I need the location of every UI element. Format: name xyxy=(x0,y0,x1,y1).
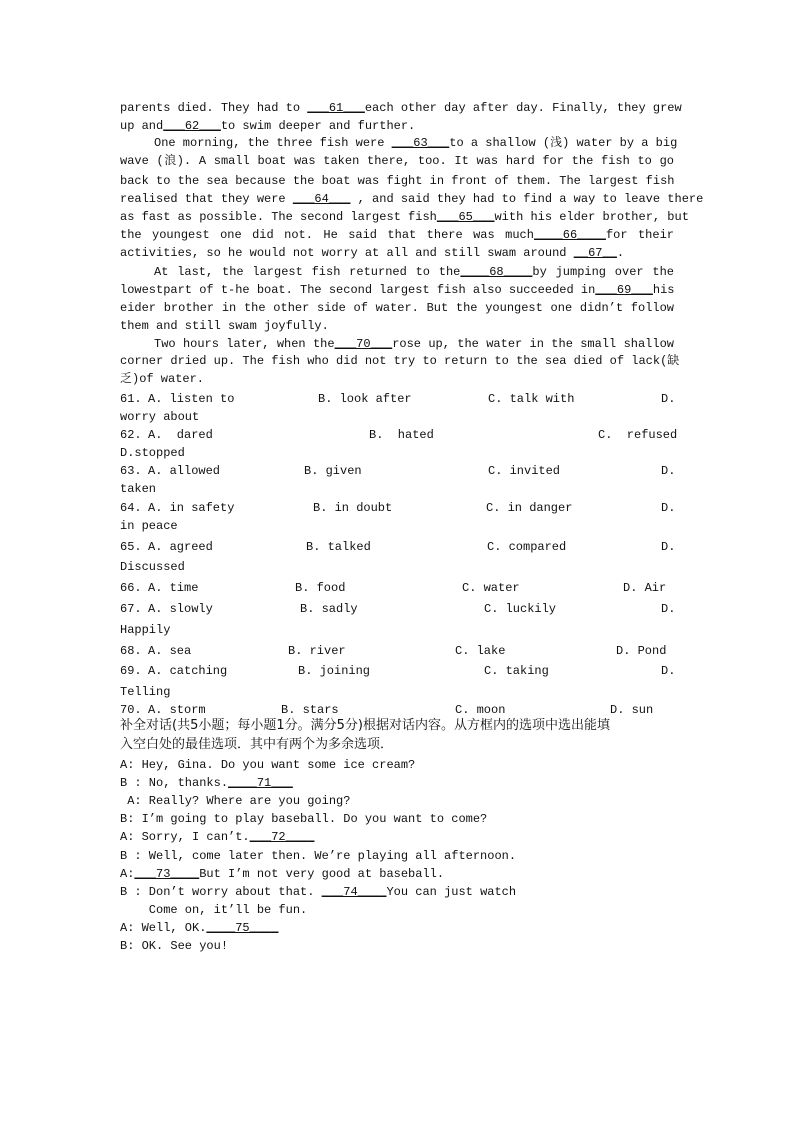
dialogue-line: B : Well, come later then. We’re playing all afternoon. xyxy=(120,849,517,863)
option-c: C. taking xyxy=(484,664,549,678)
question-number: 62. xyxy=(120,428,142,442)
blank-70: ___70___ xyxy=(334,337,393,351)
option-a: A. allowed xyxy=(148,464,221,478)
dialogue-line: B : No, thanks.____71___ xyxy=(120,776,293,790)
passage-line: corner dried up. The fish who did not try to return to the sea died of lack(缺 xyxy=(120,354,680,368)
option-b: B. hated xyxy=(369,428,434,442)
question-number: 65. xyxy=(120,540,142,554)
option-b: B. given xyxy=(304,464,362,478)
option-a: A. time xyxy=(148,581,199,595)
question-number: 64. xyxy=(120,501,142,515)
passage-line: parents died. They had to ___61___each other day after day. Finally, they grew xyxy=(120,101,682,115)
dialogue-line: A: Sorry, I can’t.___72____ xyxy=(120,830,315,844)
blank-75: ____75____ xyxy=(206,921,279,935)
passage-line: them and still swam joyfully. xyxy=(120,319,329,333)
blank-68: ____68____ xyxy=(460,265,533,279)
blank-62: ___62___ xyxy=(163,119,221,133)
option-c: C. talk with xyxy=(488,392,575,406)
passage-line: up and___62___to swim deeper and further. xyxy=(120,119,416,133)
option-b: B. talked xyxy=(306,540,371,554)
question-number: 63. xyxy=(120,464,142,478)
blank-71: ____71___ xyxy=(228,776,293,790)
option-d-text: in peace xyxy=(120,519,178,533)
passage-line: realised that they were ___64___ , and said they had to find a way to leave there xyxy=(120,192,704,206)
blank-67: __67__ xyxy=(573,246,617,260)
passage-line: wave (浪). A small boat was taken there, too. It was hard for the fish to go xyxy=(120,154,674,168)
option-b: B. food xyxy=(295,581,346,595)
dialogue-line: Come on, it’ll be fun. xyxy=(120,903,308,917)
dialogue-line: A: Well, OK.____75____ xyxy=(120,921,279,935)
blank-65: ___65___ xyxy=(436,210,495,224)
option-d-text: worry about xyxy=(120,410,200,424)
passage-line: One morning, the three fish were ___63___to a shallow (浅) water by a big xyxy=(154,136,678,150)
option-d: D. xyxy=(661,464,676,478)
option-c: C. compared xyxy=(487,540,567,554)
blank-74: ___74____ xyxy=(321,885,387,899)
option-c: C. moon xyxy=(455,703,506,717)
passage-line: eider brother in the other side of water. But the youngest one didn’t follow xyxy=(120,301,674,315)
blank-63: ___63___ xyxy=(391,136,450,150)
option-d: D. xyxy=(661,392,676,406)
option-a: A. dared xyxy=(148,428,213,442)
question-number: 69. xyxy=(120,664,142,678)
option-b: B. river xyxy=(288,644,346,658)
passage-line: back to the sea because the boat was fight in front of them. The largest fish xyxy=(120,174,675,188)
section-heading: 入空白处的最佳选项．其中有两个为多余选项． xyxy=(120,737,394,752)
option-d: D. Pond xyxy=(616,644,667,658)
dialogue-line: A: Really? Where are you going? xyxy=(120,794,351,808)
option-d: D. xyxy=(661,602,676,616)
option-c: C. luckily xyxy=(484,602,557,616)
option-d: D. Air xyxy=(623,581,667,595)
option-d: D. xyxy=(661,540,676,554)
question-number: 61. xyxy=(120,392,142,406)
passage-line: activities, so he would not worry at all and still swam around __67__. xyxy=(120,246,625,260)
option-d-text: taken xyxy=(120,482,157,496)
blank-73: ___73____ xyxy=(134,867,200,881)
option-a: A. listen to xyxy=(148,392,235,406)
option-a: A. sea xyxy=(148,644,192,658)
option-c: C. lake xyxy=(455,644,506,658)
option-b: B. stars xyxy=(281,703,339,717)
passage-line: At last, the largest fish returned to the____68____by jumping over the xyxy=(154,265,675,279)
blank-66: ____66____ xyxy=(533,228,606,242)
question-number: 70. xyxy=(120,703,142,717)
option-d-text: Happily xyxy=(120,623,171,637)
dialogue-line: A:___73____But I’m not very good at baseball. xyxy=(120,867,445,881)
option-a: A. slowly xyxy=(148,602,213,616)
option-d-text: Discussed xyxy=(120,560,185,574)
blank-72: ___72____ xyxy=(249,830,315,844)
option-a: A. in safety xyxy=(148,501,235,515)
passage-line: as fast as possible. The second largest fish___65___with his elder brother, but xyxy=(120,210,689,224)
option-a: A. agreed xyxy=(148,540,213,554)
question-number: 68. xyxy=(120,644,142,658)
dialogue-line: B: I’m going to play baseball. Do you want to come? xyxy=(120,812,488,826)
passage-line: Two hours later, when the___70___rose up, the water in the small shallow xyxy=(154,337,674,351)
option-c: C. in danger xyxy=(486,501,573,515)
option-b: B. sadly xyxy=(300,602,358,616)
dialogue-line: B : Don’t worry about that. ___74____You can just watch xyxy=(120,885,517,899)
option-d: D. xyxy=(661,664,676,678)
dialogue-line: A: Hey, Gina. Do you want some ice cream? xyxy=(120,758,416,772)
blank-69: ___69___ xyxy=(595,283,653,297)
option-a: A. catching xyxy=(148,664,228,678)
option-c: C. water xyxy=(462,581,520,595)
passage-line: 乏)of water. xyxy=(120,372,205,386)
section-heading: 补全对话(共5小题；每小题1分。满分5分)根据对话内容。从方框内的选项中选出能填 xyxy=(120,718,610,733)
blank-64: ___64___ xyxy=(292,192,351,206)
question-number: 66. xyxy=(120,581,142,595)
option-a: A. storm xyxy=(148,703,206,717)
passage-line: lowestpart of t-he boat. The second largest fish also succeeded in___69___his xyxy=(120,283,675,297)
option-b: B. joining xyxy=(298,664,371,678)
blank-61: ___61___ xyxy=(307,101,365,115)
option-c: C. invited xyxy=(488,464,561,478)
question-number: 67. xyxy=(120,602,142,616)
passage-line: the youngest one did not. He said that there was much____66____for their xyxy=(120,228,674,242)
option-b: B. in doubt xyxy=(313,501,393,515)
option-b: B. look after xyxy=(318,392,412,406)
option-c: C. refused xyxy=(598,428,678,442)
dialogue-line: B: OK. See you! xyxy=(120,939,229,953)
option-d-text: Telling xyxy=(120,685,171,699)
option-d: D. xyxy=(661,501,676,515)
option-d: D. sun xyxy=(610,703,654,717)
option-d: D.stopped xyxy=(120,446,185,460)
